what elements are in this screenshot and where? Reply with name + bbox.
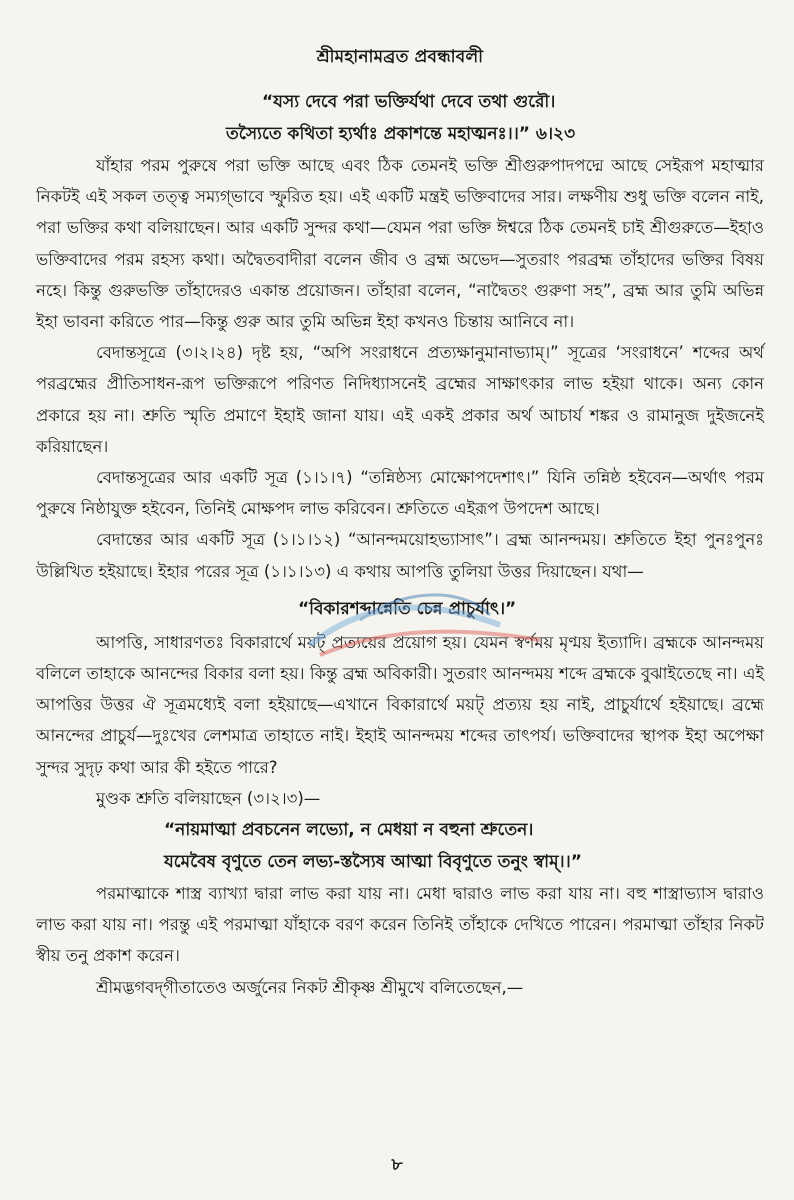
- verse-line: তস্যৈতে কথিতা হ্যর্থাঃ প্রকাশন্তে মহাত্মনঃ।।” ৬।২৩: [226, 124, 576, 144]
- paragraph-5: আপত্তি, সাধারণতঃ বিকারার্থে ময়ট্‌ প্রত্যয়ের প্রয়োগ হয়। যেমন স্বর্ণময় মৃণ্ময় ইত্যাদি। ব্রহ্মকে আনন্দময় বলিলে তাহাকে আনন্দের বিকার বলা হয়। কিন্তু ব্রহ্ম অবিকারী। সুতরাং আনন্দময় শব্দে ব্রহ্মকে বুঝাইতেছে না। এই আপত্তির উত্তর ঐ সূত্রমধ্যেই বলা হইয়াছে—এখানে বিকারার্থে ময়ট্‌ প্রত্যয় হয় নাই, প্রাচুর্যার্থে হইয়াছে। ব্রহ্মে আনন্দের প্রাচুর্য—দুঃখের লেশমাত্র তাহাতে নাই। ইহাই আনন্দময় শব্দের তাৎপর্য। ভক্তিবাদের স্থাপক ইহা অপেক্ষা সুন্দর সুদৃঢ় কথা আর কী হইতে পারে?: [36, 632, 764, 777]
- paragraph-7: পরমাত্মাকে শাস্ত্র ব্যাখ্যা দ্বারা লাভ করা যায় না। মেধা দ্বারাও লাভ করা যায় না। বহু শাস্ত্রাভ্যাস দ্বারাও লাভ করা যায় না। পরন্তু এই পরমাত্মা যাঁহাকে বরণ করেন তিনিই তাঁহাকে দেখিতে পারেন। পরমাত্মা তাঁহার নিকট স্বীয় তনু প্রকাশ করেন।: [36, 884, 764, 966]
- verse-line: “যস্য দেবে পরা ভক্তির্যথা দেবে তথা গুরৌ।: [262, 92, 556, 112]
- verse-line: যমেবৈষ বৃণুতে তেন লভ্য-স্তস্যৈষ আত্মা বিবৃণুতে তনুং স্বাম্‌।।”: [164, 852, 582, 873]
- paragraph-3: বেদান্তসূত্রের আর একটি সূত্র (১।১।৭) “তন্নিষ্ঠস্য মোক্ষোপদেশাৎ।” যিনি তন্নিষ্ঠ হইবেন—অর্থাৎ পরম পুরুষে নিষ্ঠাযুক্ত হইবেন, তিনিই মোক্ষপদ লাভ করিবেন। শ্রুতিতে এইরূপ উপদেশ আছে।: [36, 468, 764, 519]
- verse-line: “নায়মাত্মা প্রবচনেন লভ্যো, ন মেধয়া ন বহুনা শ্রুতেন।: [164, 820, 534, 841]
- paragraph-2: বেদান্তসূত্রে (৩।২।২৪) দৃষ্ট হয়, “অপি সংরাধনে প্রত্যক্ষানুমানাভ্যাম্‌।” সূত্রের ‘সংরাধনে’ শব্দের অর্থ পরব্রহ্মের প্রীতিসাধন-রূপ ভক্তিরূপে পরিণত নিদিধ্যাসনেই ব্রহ্মের সাক্ষাৎকার লাভ হইয়া থাকে। অন্য কোন প্রকারে হয় না। শ্রুতি স্মৃতি প্রমাণে ইহাই জানা যায়। এই একই প্রকার অর্থ আচার্য শঙ্কর ও রামানুজ দুইজনেই করিয়াছেন।: [36, 343, 764, 456]
- page-number: ৮: [391, 1155, 403, 1175]
- paragraph-4: বেদান্তের আর একটি সূত্র (১।১।১২) “আনন্দময়োহভ্যাসাৎ”। ব্রহ্ম আনন্দময়। শ্রুতিতে ইহা পুনঃপুনঃ উল্লিখিত হইয়াছে। ইহার পরের সূত্র (১।১।১৩) এ কথায় আপত্তি তুলিয়া উত্তর দিয়াছেন। যথা—: [36, 530, 764, 581]
- verse-line: “বিকারশব্দান্নেতি চেন্ন প্রাচুর্যাৎ।”: [298, 598, 517, 619]
- paragraph-6: মুণ্ডক শ্রুতি বলিয়াছেন (৩।২।৩)—: [96, 788, 321, 808]
- verse-block-2: [36, 593, 764, 625]
- verse-block-1: [36, 86, 764, 150]
- paragraph-8: শ্রীমদ্ভগবদ্‌গীতাতেও অর্জুনের নিকট শ্রীকৃষ্ণ শ্রীমুখে বলিতেছেন,—: [96, 977, 524, 997]
- running-header: শ্রীমহানামব্রত প্রবন্ধাবলী: [316, 47, 484, 67]
- verse-block-3: [36, 814, 764, 878]
- paragraph-1: যাঁহার পরম পুরুষে পরা ভক্তি আছে এবং ঠিক তেমনই ভক্তি শ্রীগুরুপাদপদ্মে আছে সেইরূপ মহাত্মার নিকটই এই সকল তত্ত্ব সম্যগ্‌ভাবে স্ফুরিত হয়। এই একটি মন্ত্রই ভক্তিবাদের সার। লক্ষণীয় শুধু ভক্তি বলেন নাই, পরা ভক্তির কথা বলিয়াছেন। আর একটি সুন্দর কথা—যেমন পরা ভক্তি ঈশ্বরে ঠিক তেমনই চাই শ্রীগুরুতে—ইহাও ভক্তিবাদের পরম রহস্য কথা। অদ্বৈতবাদীরা বলেন জীব ও ব্রহ্ম অভেদ—সুতরাং পরব্রহ্ম তাঁহাদের ভক্তির বিষয় নহে। কিন্তু গুরুভক্তি তাঁহাদেরও একান্ত প্রয়োজন। তাঁহারা বলেন, “নাদ্বৈতং গুরুণা সহ”, ব্রহ্ম আর তুমি অভিন্ন ইহা ভাবনা করিতে পার—কিন্তু গুরু আর তুমি অভিন্ন ইহা কখনও চিন্তায় আনিবে না।: [36, 156, 764, 332]
